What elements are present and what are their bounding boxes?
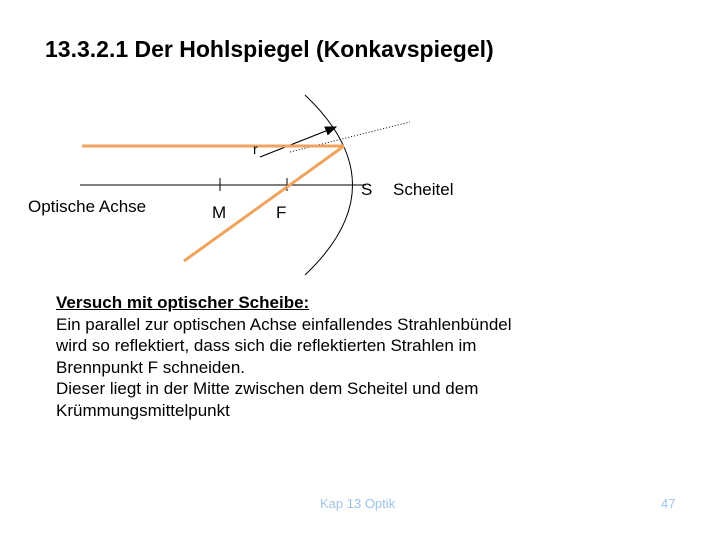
radius-label: r xyxy=(253,141,258,157)
explanation-line-2: wird so reflektiert, dass sich die reflektierten Strahlen im xyxy=(56,336,477,355)
point-s-label: S xyxy=(361,180,373,199)
explanation-line-1: Ein parallel zur optischen Achse einfallendes Strahlenbündel xyxy=(56,314,512,334)
experiment-heading: Versuch mit optischer Scheibe: xyxy=(56,293,310,312)
explanation-line-4: Dieser liegt in der Mitte zwischen dem Scheitel und dem xyxy=(56,379,479,398)
explanation-line-5: Krümmungsmittelpunkt xyxy=(56,400,230,420)
radius-arrow xyxy=(260,127,336,157)
explanation-text xyxy=(56,292,656,421)
point-m-label: M xyxy=(212,203,227,222)
optical-axis-label: Optische Achse xyxy=(28,197,147,216)
footer-chapter: Kap 13 Optik xyxy=(320,496,396,511)
slide-title: 13.3.2.1 Der Hohlspiegel (Konkavspiegel) xyxy=(45,36,494,62)
reflected-ray xyxy=(184,146,344,261)
vertex-label: Scheitel xyxy=(393,180,454,199)
point-f-label: F xyxy=(276,203,287,222)
explanation-line-3: Brennpunkt F schneiden. xyxy=(56,357,246,377)
footer-page-number: 47 xyxy=(661,496,676,511)
